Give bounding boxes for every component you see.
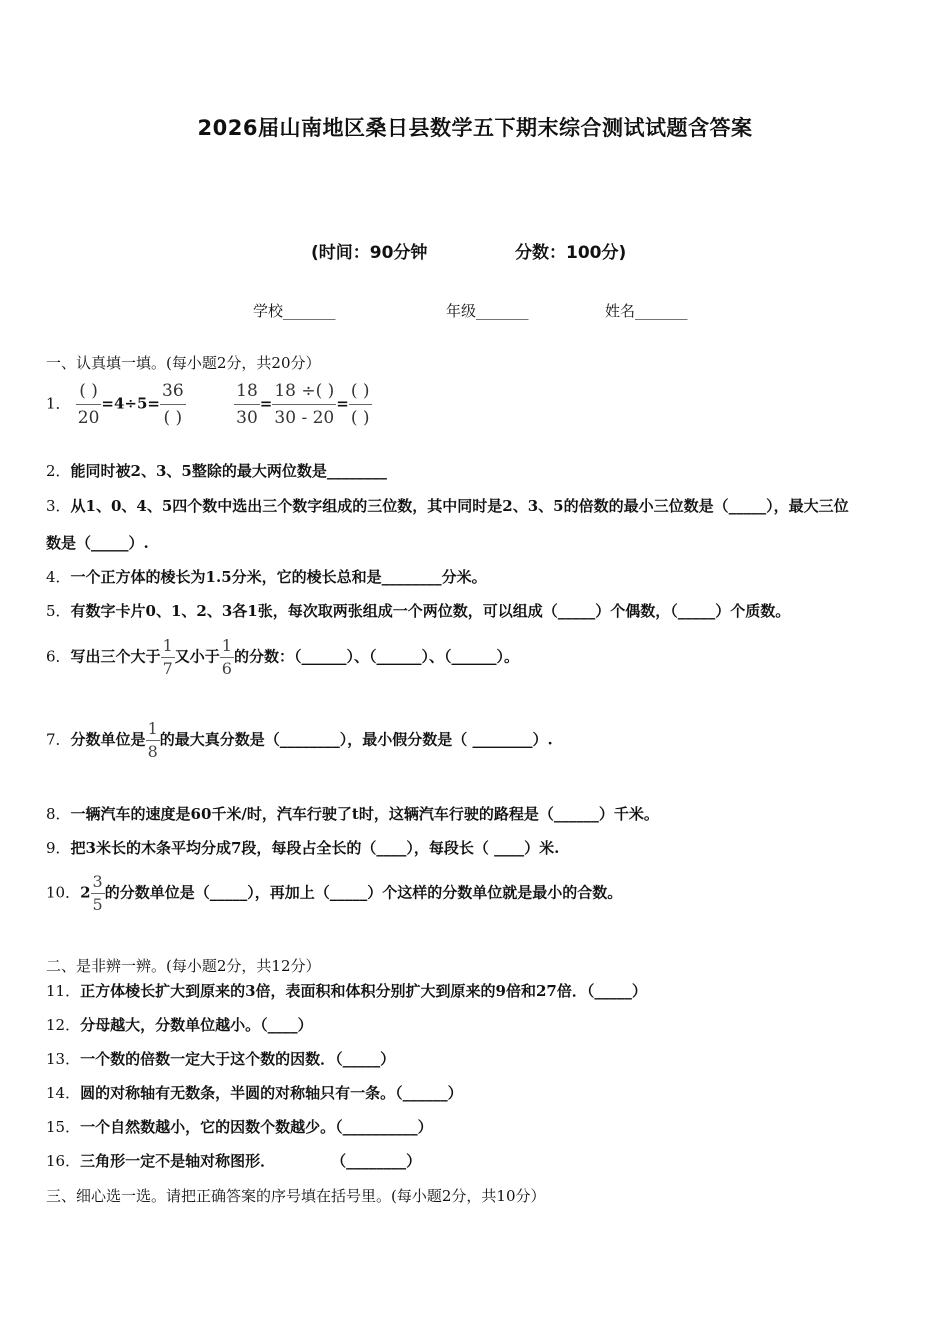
fraction-numerator: 1 — [221, 636, 232, 655]
question-text: 把3米长的木条平均分成7段，每段占全长的（____），每段长（ ____）米. — [70, 839, 560, 857]
question-text: 能同时被2、3、5整除的最大两位数是________ — [70, 462, 387, 480]
question-text: 正方体棱长扩大到原来的3倍，表面积和体积分别扩大到原来的9倍和27倍．（_____） — [80, 982, 647, 1000]
question-2 — [46, 460, 387, 481]
question-14 — [46, 1082, 463, 1103]
section-3-heading: 三、细心选一选。请把正确答案的序号填在括号里。(每小题2分，共10分） — [46, 1187, 546, 1205]
name-field[interactable]: 姓名_______ — [605, 302, 688, 320]
question-number: 5． — [46, 602, 71, 620]
question-number: 10． — [46, 883, 81, 902]
fraction-numerator: 1 — [162, 636, 173, 655]
equals-sign: = — [259, 394, 273, 413]
question-3 — [46, 495, 849, 516]
question-number: 16． — [46, 1152, 81, 1170]
fraction-denominator: 7 — [162, 659, 173, 678]
question-12 — [46, 1014, 313, 1035]
question-number: 14． — [46, 1084, 81, 1102]
fraction-denominator: 6 — [221, 659, 232, 678]
fraction-numerator[interactable]: ( ) — [79, 381, 98, 401]
question-text: 一个数的倍数一定大于这个数的因数．（_____） — [80, 1050, 396, 1068]
fraction-denominator: 20 — [76, 404, 102, 431]
question-text: 从1、0、4、5四个数中选出三个数字组成的三位数，其中同时是2、3、5的倍数的最小三位数是（_____），最大三位 — [70, 497, 849, 515]
question-text: 圆的对称轴有无数条，半圆的对称轴只有一条。（______） — [80, 1084, 463, 1102]
fraction-numerator[interactable]: 18 ÷( ) — [274, 381, 335, 401]
fraction — [272, 378, 336, 431]
question-10 — [46, 871, 622, 916]
fraction — [234, 378, 260, 431]
question-text: 写出三个大于 — [70, 647, 161, 666]
fraction-numerator: 18 — [236, 381, 258, 401]
school-field[interactable]: 学校_______ — [253, 302, 336, 320]
page-title: 2026届山南地区桑日县数学五下期末综合测试试题含答案 — [197, 116, 753, 140]
section-2-heading: 二、是非辨一辨。(每小题2分，共12分） — [46, 957, 321, 975]
fraction-denominator[interactable]: ( ) — [160, 404, 186, 431]
fraction-numerator: 36 — [162, 381, 184, 401]
question-text: 一辆汽车的速度是60千米/时，汽车行驶了t时，这辆汽车行驶的路程是（______）千米。 — [70, 805, 659, 823]
question-number: 3． — [46, 497, 71, 515]
question-number: 12． — [46, 1016, 81, 1034]
question-text: 分母越大，分数单位越小。（____） — [80, 1016, 313, 1034]
question-1 — [46, 378, 372, 431]
question-text: 三角形一定不是轴对称图形． — [80, 1152, 276, 1170]
question-number: 7． — [46, 730, 71, 749]
question-8 — [46, 803, 659, 824]
question-number: 13． — [46, 1050, 81, 1068]
fraction — [160, 378, 186, 431]
question-9 — [46, 837, 559, 858]
question-number: 2． — [46, 462, 71, 480]
fraction-denominator: 30 - 20 — [272, 404, 336, 431]
fraction — [220, 635, 234, 680]
question-11 — [46, 980, 647, 1001]
fraction-denominator: 5 — [92, 895, 103, 914]
question-6 — [46, 635, 519, 680]
fraction-denominator: 30 — [234, 404, 260, 431]
section-1-heading: 一、认真填一填。(每小题2分，共20分） — [46, 354, 321, 372]
fraction-numerator: 3 — [92, 872, 103, 891]
question-number: 6． — [46, 647, 71, 666]
question-text: 一个自然数越小，它的因数个数越少。（__________） — [80, 1118, 433, 1136]
question-number: 15． — [46, 1118, 81, 1136]
equation-text: =4÷5= — [101, 394, 161, 413]
fraction-numerator[interactable]: ( ) — [350, 381, 370, 401]
fraction-denominator[interactable]: ( ) — [349, 404, 372, 431]
question-text: 的分数：（______）、（______）、（______）。 — [233, 647, 519, 666]
question-text: 一个正方体的棱长为1.5分米，它的棱长总和是________分米。 — [70, 568, 487, 586]
grade-field[interactable]: 年级_______ — [446, 302, 529, 320]
question-text: 的最大真分数是（________），最小假分数是（ ________）. — [159, 730, 553, 749]
fraction — [349, 378, 372, 431]
question-number: 8． — [46, 805, 71, 823]
fraction-denominator: 8 — [147, 742, 158, 761]
question-3-continued: 数是（_____）. — [46, 534, 149, 552]
fraction — [91, 871, 105, 916]
question-number: 4． — [46, 568, 71, 586]
question-5 — [46, 600, 790, 621]
question-15 — [46, 1116, 433, 1137]
exam-time: (时间：90分钟 — [311, 243, 428, 263]
mixed-number-whole: 2 — [80, 883, 91, 902]
fraction — [161, 635, 175, 680]
question-text: 又小于 — [174, 647, 220, 666]
question-number: 1． — [46, 394, 71, 413]
question-text: 的分数单位是（_____），再加上（_____）个这样的分数单位就是最小的合数。 — [104, 883, 623, 902]
question-number: 11． — [46, 982, 81, 1000]
exam-score: 分数：100分) — [515, 243, 627, 263]
question-7 — [46, 718, 553, 763]
fraction-numerator: 1 — [147, 719, 158, 738]
question-16 — [46, 1150, 421, 1171]
question-13 — [46, 1048, 395, 1069]
question-text: 分数单位是 — [70, 730, 146, 749]
question-4 — [46, 566, 487, 587]
answer-blank[interactable]: （________） — [331, 1152, 422, 1170]
fraction — [146, 718, 160, 763]
question-number: 9． — [46, 839, 71, 857]
equals-sign: = — [336, 394, 349, 413]
fraction — [76, 378, 102, 431]
question-text: 有数字卡片0、1、2、3各1张，每次取两张组成一个两位数，可以组成（_____）个偶数，（_____）个质数。 — [70, 602, 791, 620]
